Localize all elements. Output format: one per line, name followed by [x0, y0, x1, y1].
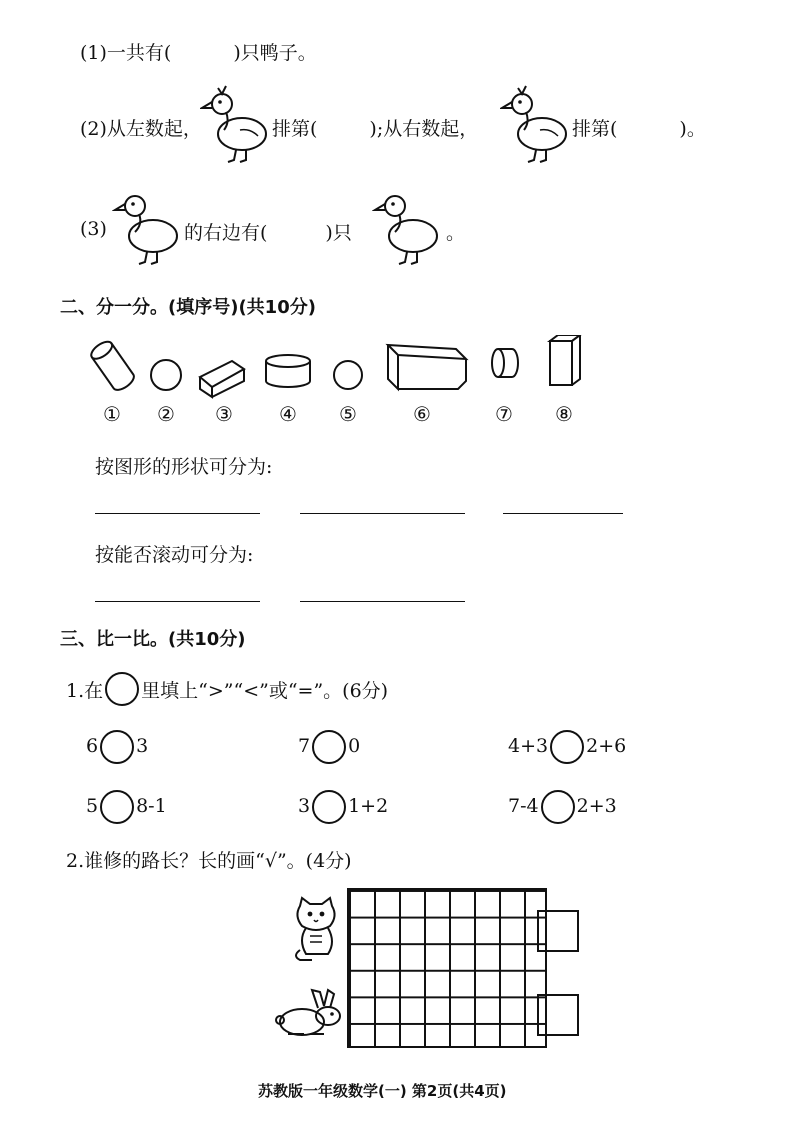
- answer-circle[interactable]: [312, 730, 346, 764]
- shape-label: ①: [103, 402, 121, 426]
- compare-item: 7 0: [298, 730, 360, 764]
- roll-prompt: 按能否滚动可分为:: [95, 544, 254, 566]
- q1-line1: (1)一共有( )只鸭子。: [80, 42, 317, 64]
- page-footer: 苏教版一年级数学(一) 第2页(共4页): [258, 1082, 507, 1100]
- q1-line3-mid: 的右边有( )只: [184, 222, 352, 244]
- rabbit-icon: [274, 988, 346, 1038]
- shape-label: ③: [215, 402, 233, 426]
- small-cylinder-shape: [492, 349, 518, 377]
- answer-circle[interactable]: [550, 730, 584, 764]
- shape-label: ⑤: [339, 402, 357, 426]
- duck-icon: [112, 186, 184, 268]
- cuboid-shape: [200, 361, 244, 397]
- sphere-shape: [151, 360, 181, 390]
- cylinder-shape: [88, 338, 136, 393]
- shape-label: ⑥: [413, 402, 431, 426]
- answer-line[interactable]: [503, 513, 623, 514]
- compare-item: 7-4 2+3: [508, 790, 617, 824]
- shape-label: ②: [157, 402, 175, 426]
- s3-q1: 1.在 里填上“>”“<”或“=”。(6分): [66, 676, 388, 706]
- duck-icon: [200, 82, 270, 164]
- road-grid: [347, 888, 547, 1048]
- duck-icon: [372, 186, 444, 268]
- s3-q2: 2.谁修的路长？长的画“√”。(4分): [66, 850, 352, 872]
- sphere-shape: [334, 361, 362, 389]
- shapes-figure: [82, 335, 602, 405]
- flat-cylinder-shape: [266, 355, 310, 387]
- answer-circle[interactable]: [541, 790, 575, 824]
- cat-answer-box[interactable]: [537, 910, 579, 952]
- answer-line[interactable]: [95, 513, 260, 514]
- q1-line3: (3): [80, 218, 107, 240]
- q1-line2-mid: 排第( );从右数起，: [272, 118, 479, 140]
- shape-label: ⑦: [495, 402, 513, 426]
- shape-label: ⑧: [555, 402, 573, 426]
- compare-circle-icon: [105, 672, 139, 706]
- q1-line3-end: 。: [446, 222, 466, 244]
- q1-line2-end: 排第( )。: [572, 118, 706, 140]
- answer-line[interactable]: [300, 601, 465, 602]
- compare-item: 5 8-1: [86, 790, 167, 824]
- answer-circle[interactable]: [100, 730, 134, 764]
- section2-heading: 二、分一分。(填序号)(共10分): [60, 297, 316, 318]
- shape-prompt: 按图形的形状可分为:: [95, 456, 273, 478]
- tall-cuboid-shape: [550, 335, 580, 385]
- answer-circle[interactable]: [312, 790, 346, 824]
- answer-line[interactable]: [95, 601, 260, 602]
- q1-line2: (2)从左数起，: [80, 118, 202, 140]
- compare-item: 4+3 2+6: [508, 730, 626, 764]
- rabbit-answer-box[interactable]: [537, 994, 579, 1036]
- long-cuboid-shape: [388, 345, 466, 389]
- compare-item: 6 3: [86, 730, 148, 764]
- answer-circle[interactable]: [100, 790, 134, 824]
- compare-item: 3 1+2: [298, 790, 388, 824]
- cat-icon: [292, 896, 344, 964]
- section3-heading: 三、比一比。(共10分): [60, 629, 246, 650]
- duck-icon: [500, 82, 570, 164]
- shape-label: ④: [279, 402, 297, 426]
- answer-line[interactable]: [300, 513, 465, 514]
